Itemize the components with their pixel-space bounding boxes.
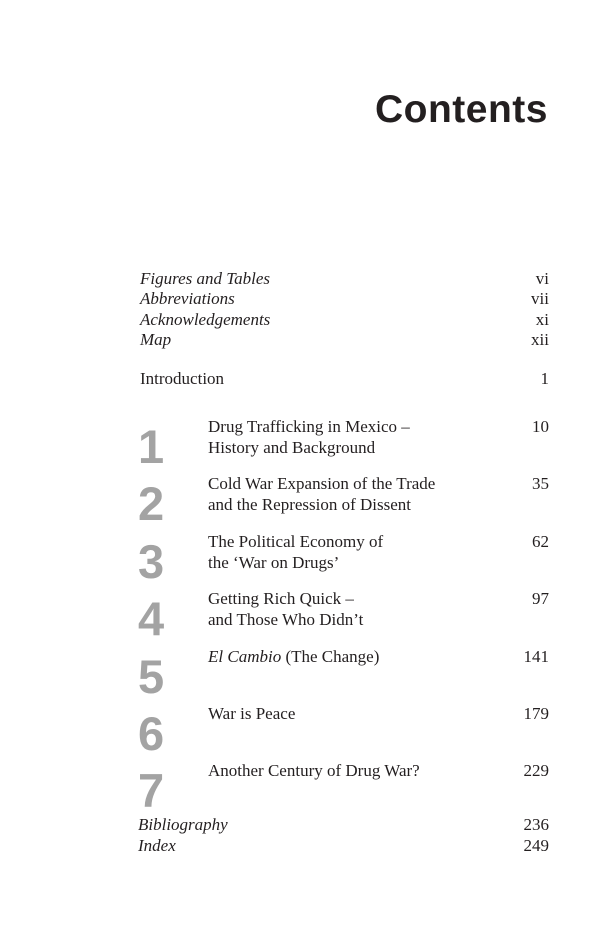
toc-entry-label: Introduction (140, 369, 225, 388)
chapter-number: 2 (138, 477, 165, 530)
chapter-page: 35 (532, 474, 549, 493)
toc-entry-page: xi (535, 310, 549, 329)
chapter-page: 141 (523, 647, 549, 666)
chapter-page: 97 (532, 589, 549, 608)
chapter-title-italic: El Cambio (208, 647, 282, 666)
page-title: Contents (375, 88, 548, 131)
toc-chapter-5[interactable] (138, 647, 549, 703)
toc-entry-page: vii (531, 289, 549, 308)
chapter-title: The Political Economy of the ‘War on Drugs’ (208, 532, 384, 572)
toc-chapter-3[interactable] (138, 532, 549, 588)
chapter-number: 5 (138, 650, 165, 703)
chapter-number: 1 (138, 420, 165, 473)
chapter-number: 3 (138, 535, 165, 588)
chapter-number: 6 (138, 707, 165, 760)
toc-chapter-2[interactable] (138, 474, 549, 530)
toc-chapter-7[interactable] (138, 761, 549, 817)
toc-entry-label: Map (140, 330, 172, 349)
chapter-number: 7 (138, 764, 165, 817)
toc-entry-page: 1 (540, 369, 549, 388)
chapter-title: Drug Trafficking in Mexico – History and Background (208, 417, 410, 457)
toc-chapter-4[interactable] (138, 589, 549, 645)
toc-entry-label: Index (138, 836, 176, 855)
chapter-title: Another Century of Drug War? (208, 761, 420, 780)
chapter-title: Getting Rich Quick – and Those Who Didn’t (208, 589, 364, 629)
toc-entry-label: Abbreviations (140, 289, 235, 308)
chapter-title: War is Peace (208, 704, 296, 723)
toc-entry-page: 249 (523, 836, 549, 855)
chapter-page: 10 (532, 417, 549, 436)
toc-entry-page: vi (535, 269, 549, 288)
chapter-page: 62 (532, 532, 549, 551)
chapter-title (208, 646, 488, 667)
chapter-number: 4 (138, 592, 165, 645)
chapter-title-rest: (The Change) (281, 647, 380, 666)
toc-entry-label: Acknowledgements (140, 310, 271, 329)
chapter-page: 179 (523, 704, 549, 723)
toc-entry-label: Bibliography (138, 815, 228, 834)
chapter-title: Cold War Expansion of the Trade and the Repression of Dissent (208, 474, 436, 514)
toc-chapter-6[interactable] (138, 704, 549, 760)
toc-entry-page: 236 (523, 815, 549, 834)
chapter-page: 229 (523, 761, 549, 780)
toc-entry-page: xii (531, 330, 549, 349)
toc-chapter-1[interactable] (138, 417, 549, 473)
toc-entry-label: Figures and Tables (140, 269, 271, 288)
